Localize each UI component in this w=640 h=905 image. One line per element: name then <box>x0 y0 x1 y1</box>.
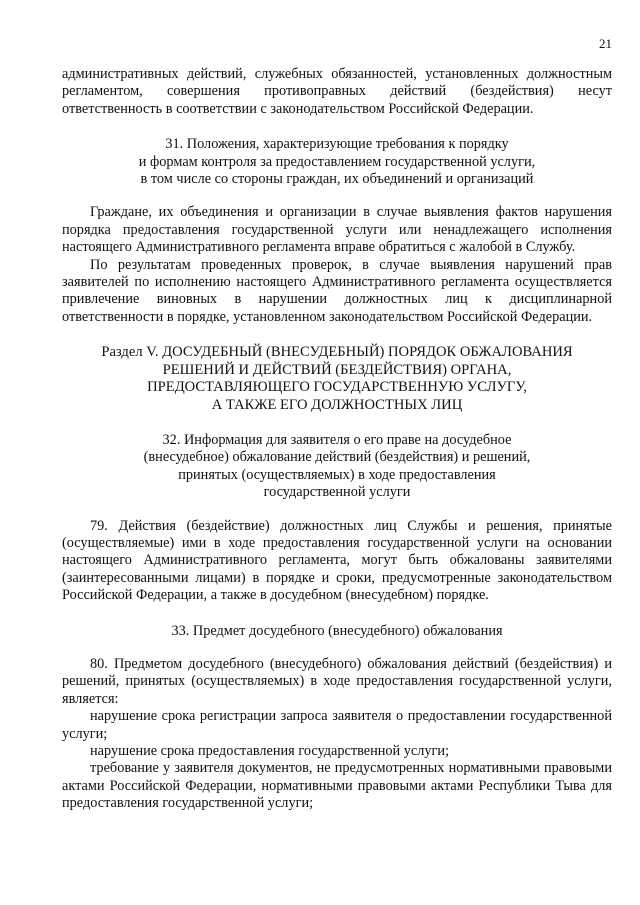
intro-paragraph: административных действий, служебных обязанностей, установленных должностным регламентом, совершения противоправных действий (бездействия) несут ответственность в соответствии с законодательством Российской Федерации. <box>62 66 612 117</box>
heading-31-line: в том числе со стороны граждан, их объединений и организаций <box>140 171 534 188</box>
citizens-paragraph: Граждане, их объединения и организации в случае выявления фактов нарушения порядка предоставления государственной услуги или ненадлежащего исполнения настоящего Административного регламента вправе обратиться с жалобой в Службу. <box>62 204 612 256</box>
checks-paragraph: По результатам проведенных проверок, в случае выявления нарушений прав заявителей по исполнению настоящего Административного регламента осуществляется привлечение виновных в нарушении должностных лиц к дисциплинарной ответственности в порядке, установленном законодательством Российской Федерации. <box>62 256 612 325</box>
heading-32-line: принятых (осуществляемых) в ходе предоставления <box>178 466 496 483</box>
heading-32-line: 32. Информация для заявителя о его праве на досудебное <box>162 431 512 448</box>
paragraph-80: 80. Предметом досудебного (внесудебного) обжалования действий (бездействия) и решений, принятых (осуществляемых) в ходе предоставления государственной услуги, является: <box>62 655 612 707</box>
section-5-title-line: Раздел V. ДОСУДЕБНЫЙ (ВНЕСУДЕБНЫЙ) ПОРЯДОК ОБЖАЛОВАНИЯ <box>101 344 573 361</box>
section-5-title-line: А ТАКЖЕ ЕГО ДОЛЖНОСТНЫХ ЛИЦ <box>211 396 463 413</box>
heading-33 <box>62 623 612 640</box>
paragraph-79: 79. Действия (бездействие) должностных лиц Службы и решения, принятые (осуществляемые) ими в ходе предоставления государственной услуги на основании настоящего Административного регламента, могут быть обжалованы заявителями (заинтересованными лицами) в порядке и сроки, предусмотренные законодательством Российской Федерации, а также в досудебном (внесудебном) порядке. <box>62 517 612 604</box>
heading-32-line: государственной услуги <box>263 484 411 501</box>
heading-31-line: и формам контроля за предоставлением государственной услуги, <box>138 153 536 170</box>
list-item: требование у заявителя документов, не предусмотренных нормативными правовыми актами Российской Федерации, нормативными правовыми актами Республики Тыва для предоставления государственной услуги; <box>62 760 612 812</box>
section-5-title-line: РЕШЕНИЙ И ДЕЙСТВИЙ (БЕЗДЕЙСТВИЯ) ОРГАНА, <box>162 361 512 378</box>
heading-31 <box>62 136 612 188</box>
heading-32-line: (внесудебное) обжалование действий (бездействия) и решений, <box>143 449 531 466</box>
section-5-title <box>62 344 612 414</box>
heading-32 <box>62 432 612 502</box>
section-5-title-line: ПРЕДОСТАВЛЯЮЩЕГО ГОСУДАРСТВЕННУЮ УСЛУГУ, <box>147 379 527 396</box>
page-number: 21 <box>599 36 612 51</box>
document-body <box>62 66 612 813</box>
heading-33-line: 33. Предмет досудебного (внесудебного) обжалования <box>171 622 503 639</box>
list-item: нарушение срока предоставления государственной услуги; <box>90 743 450 759</box>
list-item: нарушение срока регистрации запроса заявителя о предоставлении государственной услуги; <box>62 708 612 742</box>
heading-31-line: 31. Положения, характеризующие требования к порядку <box>165 136 509 153</box>
